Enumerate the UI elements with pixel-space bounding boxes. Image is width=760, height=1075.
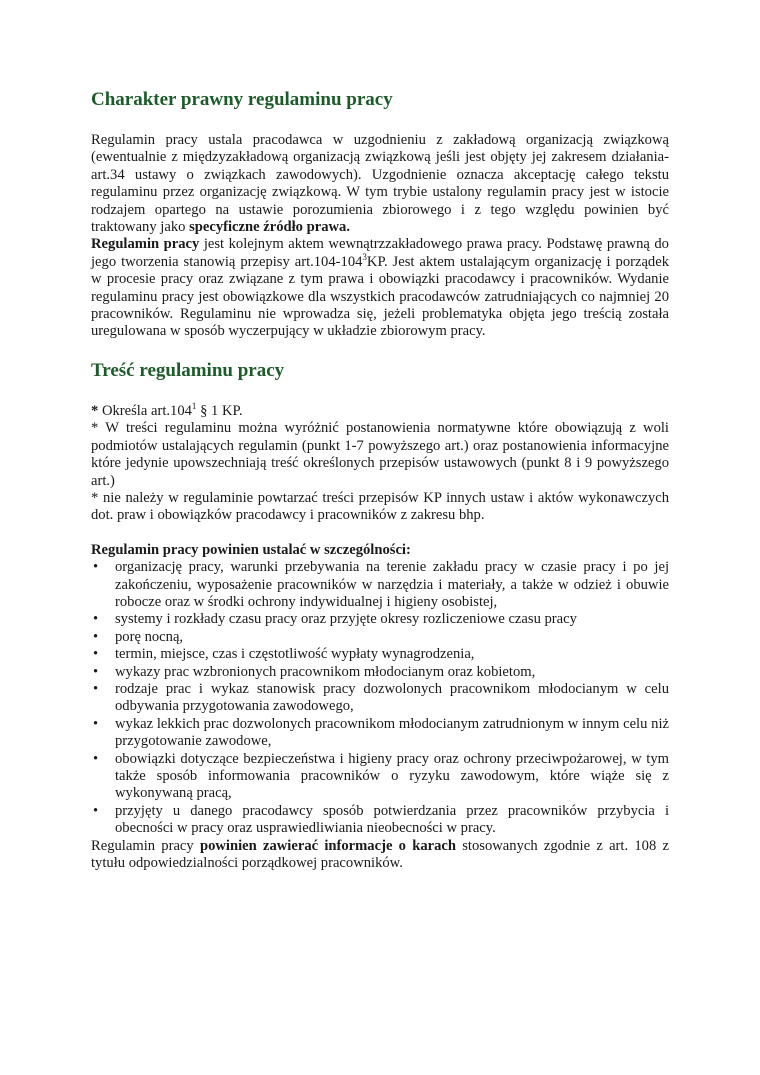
list-item: • systemy i rozkłady czasu pracy oraz przyjęte okresy rozliczeniowe czasu pracy bbox=[93, 611, 577, 628]
list-item: • termin, miejsce, czas i częstotliwość wypłaty wynagrodzenia, bbox=[93, 646, 475, 663]
bullet-icon: • bbox=[93, 611, 99, 628]
emphasis-penalties: powinien zawierać informacje o karach bbox=[199, 837, 456, 854]
paragraph-agreement: Regulamin pracy ustala pracodawca w uzgodnieniu z zakładową organizacją związkową (ewentualnie z międzyzakładową organizacją związkową jeśli jest objęty jej zakresem działania- art.34 ustawy o związkach zawodowych). Uzgodnienie oznacza akceptację całego tekstu regulaminu przez organizację związkową. W tym trybie ustalony regulamin pracy jest w istocie rodzajem opartego na ustawie porozumienia zbiorowego i z tego względu powinien być traktowany jako specyficzne źródło prawa. bbox=[91, 132, 669, 236]
section-heading-content: Treść regulaminu pracy bbox=[91, 359, 285, 381]
emphasis-specific-source: specyficzne źródło prawa. bbox=[189, 219, 350, 236]
note-no-repetition: * nie należy w regulaminie powtarzać treści przepisów KP innych ustaw i aktów wykonawczych dot. praw i obowiązków pracodawcy i pracowników z zakresu bhp. bbox=[91, 489, 669, 524]
list-heading: Regulamin pracy powinien ustalać w szczególności: bbox=[91, 541, 411, 558]
bullet-icon: • bbox=[93, 750, 99, 767]
list-item: • obowiązki dotyczące bezpieczeństwa i higieny pracy oraz ochrony przeciwpożarowej, w tym także sposób informowania pracowników o ryzyku zawodowym, które wiąże się z wykonywaną pracą, bbox=[93, 750, 669, 802]
bullet-icon: • bbox=[93, 646, 99, 663]
paragraph-penalties: Regulamin pracy powinien zawierać informacje o karach stosowanych zgodnie z art. 108 z tytułu odpowiedzialności porządkowej pracowników. bbox=[91, 837, 669, 872]
list-item: • porę nocną, bbox=[93, 628, 184, 645]
bullet-icon: • bbox=[93, 680, 99, 697]
bullet-icon: • bbox=[93, 802, 99, 819]
note-provisions: * W treści regulaminu można wyróżnić postanowienia normatywne które obowiązują z woli podmiotów ustalających regulamin (punkt 1-7 powyższego art.) oraz postanowienia informacyjne które jedynie upowszechniają treść określonych przepisów ustawowych (punkt 8 i 9 powyższego art.) bbox=[91, 420, 669, 489]
emphasis-regulamin: Regulamin pracy bbox=[91, 236, 200, 253]
requirements-list bbox=[91, 559, 669, 838]
bullet-icon: • bbox=[93, 663, 99, 680]
bullet-icon: • bbox=[93, 715, 99, 732]
list-item: • wykaz lekkich prac dozwolonych pracownikom młodocianym zatrudnionym w innym celu niż przygotowanie zawodowe, bbox=[93, 715, 669, 750]
note-article-reference: * Określa art.104$^1$ § 1 KP. bbox=[91, 401, 243, 419]
list-item: • wykazy prac wzbronionych pracownikom młodocianym oraz kobietom, bbox=[93, 663, 536, 680]
list-item: • rodzaje prac i wykaz stanowisk pracy dozwolonych pracownikom młodocianym w celu odbywania przygotowania zawodowego, bbox=[93, 680, 669, 715]
list-item: • przyjęty u danego pracodawcy sposób potwierdzania przez pracowników przybycia i obecności w pracy oraz usprawiedliwiania nieobecności w pracy. bbox=[93, 802, 669, 837]
document-page bbox=[91, 88, 669, 872]
section-heading-legal-character: Charakter prawny regulaminu pracy bbox=[91, 89, 393, 110]
bullet-icon: • bbox=[93, 628, 99, 645]
bullet-icon: • bbox=[93, 559, 99, 576]
paragraph-internal-law: Regulamin pracy jest kolejnym aktem wewnątrzzakładowego prawa pracy. Podstawę prawną do jego tworzenia stanowią przepisy $art.104-104^3KP$. Jest aktem ustalającym organizację i porządek w procesie pracy oraz związane z tym prawa i obowiązki pracodawcy i pracowników. Wydanie regulaminu pracy jest obowiązkowe dla wszystkich pracodawców zatrudniających co najmniej 20 pracowników. Regulaminu nie wprowadza się, jeżeli problematyka objęta jego treścią została uregulowana w sposób wyczerpujący w układzie zbiorowym pracy. bbox=[91, 236, 669, 340]
list-item: • organizację pracy, warunki przebywania na terenie zakładu pracy w czasie pracy i po jej zakończeniu, wyposażenie pracowników w narzędzia i materiały, a także w odzież i obuwie robocze oraz w środki ochrony indywidualnej i higieny osobistej, bbox=[93, 559, 669, 610]
